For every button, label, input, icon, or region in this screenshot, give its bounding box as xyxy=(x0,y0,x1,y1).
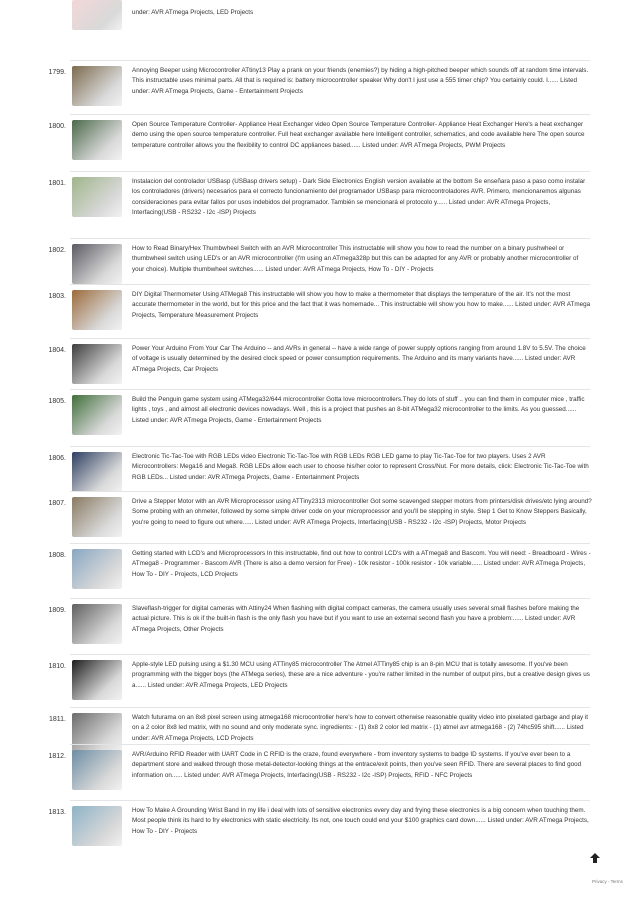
heat-exchanger-thumb[interactable] xyxy=(72,120,122,160)
item-description[interactable]: Build the Penguin game system using ATMega32/644 microcontroller Gotta love microcontrollers.They do lots of stuff .. you can find them in computer mice , traffic lights , toys , and almost all electronic devices nowadays. Well , this is a project that pushes an 8-bit ATMega32 microcontroller to the limits. As you guessed...... Listed under: AVR ATmega Projects, Game - Entertainment Projects xyxy=(132,396,585,424)
row-divider xyxy=(70,338,590,339)
wrist-band-thumb[interactable] xyxy=(72,806,122,846)
lcd-board-thumb[interactable] xyxy=(72,549,122,589)
row-divider xyxy=(70,800,590,801)
thumbwheel-switch-thumb[interactable] xyxy=(72,244,122,284)
attiny-chip-thumb[interactable] xyxy=(72,660,122,700)
scroll-to-top-icon[interactable] xyxy=(590,853,600,863)
item-number: 1808. xyxy=(48,552,66,559)
row-divider xyxy=(70,707,590,708)
item-description[interactable]: Power Your Arduino From Your Car The Arduino -- and AVRs in general -- have a wide range of power supply options ranging from around 1.8V to 5.5V. The choice of voltage is usually determined by the desired clock speed or power consumption requirements. The Arduino and its many variants have...... Listed under: AVR ATmega Projects, Car Projects xyxy=(132,345,586,373)
lcd-game-thumb[interactable] xyxy=(72,395,122,435)
item-number: 1799. xyxy=(48,69,66,76)
item-number: 1806. xyxy=(48,455,66,462)
item-description[interactable]: Drive a Stepper Motor with an AVR Microprocessor using ATTiny2313 microcontroller Got some scavenged stepper motors from printers/disk drives/etc lying around? Some probing with an ohmeter, followed by some simple driver code on your microprocessor and you'll be stepping in style. Step 1 Get to Know Steppers Basically, you're going to need to figure out where...... Listed under: AVR ATmega Projects, Interfacing(USB - RS232 - I2c -ISP) Projects, Motor Projects xyxy=(132,498,592,526)
item-number: 1807. xyxy=(48,500,66,507)
item-description[interactable]: How to Read Binary/Hex Thumbwheel Switch with an AVR Microcontroller This instructable will show you how to read the number on a binary pushwheel or thumbwheel switch using LED's or an AVR microcontroller (I'm using an ATmega328p but this can be adapted for any AVR or probably another microcontroller of your choice). Multiple thumbwheel switches...... Listed under: AVR ATmega Projects, How To - DIY - Projects xyxy=(132,245,579,273)
item-number: 1811. xyxy=(49,716,66,723)
item-description[interactable]: Instalacion del controlador USBasp (USBasp drivers setup) - Dark Side Electronics English version available at the bottom Se enseñara paso a paso como instalar los controladores (drivers) necesarios para el correcto funcionamiento del programador USBasp para microcontroladores AVR. Primero, mencionaremos algunas consideraciones para evitar fallos por usos indebidos del programador. También se mencionará el protocolo y...... Listed under: AVR ATmega Projects, Interfacing(USB - RS232 - I2c -ISP) Projects xyxy=(132,178,586,216)
item-description[interactable]: Getting started with LCD's and Microprocessors In this instructable, find out how to control LCD's with a ATmega8 and Bascom. You will need: - Breadboard - Wires - ATmega8 - Programmer - Bascom AVR (There is also a demo version for Free) - 10k resistor - 100k resistor - 10k variable...... Listed under: AVR ATmega Projects, How To - DIY - Projects, LCD Projects xyxy=(132,550,591,578)
row-divider xyxy=(70,389,590,390)
row-divider xyxy=(70,60,590,61)
beeper-board-thumb[interactable] xyxy=(72,66,122,106)
item-description[interactable]: under: AVR ATmega Projects, LED Projects xyxy=(132,9,254,16)
item-description[interactable]: Electronic Tic-Tac-Toe with RGB LEDs video Electronic Tic-Tac-Toe with RGB LEDs RGB LED game to play Tic-Tac-Toe for two players. Uses 2 AVR Microcontrollers: Mega16 and Mega8. RGB LEDs allow each user to choose his/her color to represent Cross/Nut. For more details, click: Electronic Tic-Tac-Toe with RGB LEDs... Listed under: AVR ATmega Projects, Game - Entertainment Projects xyxy=(132,453,589,481)
item-description[interactable]: How To Make A Grounding Wrist Band In my life i deal with lots of sensitive electronics every day and frying these electronics is a big concern when touching them. Most people think its hard to fry electronics with static electricity. Its not, one touch could end your $100 graphics card down...... Listed under: AVR ATmega Projects, How To - DIY - Projects xyxy=(132,807,589,835)
item-description[interactable]: Slaveflash-trigger for digital cameras with Attiny24 When flashing with digital compact cameras, the camera usually uses several small flashes before making the actual picture. This is ok if the built-in flash is the only flash you have but if you want to use an external second flash you have a problem:...... Listed under: AVR ATmega Projects, Other Projects xyxy=(132,605,580,633)
item-number: 1810. xyxy=(48,663,66,670)
item-number: 1804. xyxy=(48,347,66,354)
footer-links[interactable]: Privacy - Terms xyxy=(592,879,623,884)
row-divider xyxy=(70,543,590,544)
row-divider xyxy=(70,598,590,599)
item-description[interactable]: Apple-style LED pulsing using a $1.30 MCU using ATTiny85 microcontroller The Atmel ATTiny85 chip is an 8-pin MCU that is totally awesome. If you've been programming with the bigger boys (the ATMega series), these are a nice adventure - you're rather limited in the number of output pins, but a creative design gives us a...... Listed under: AVR ATmega Projects, LED Projects xyxy=(132,661,590,689)
slave-flash-thumb[interactable] xyxy=(72,604,122,644)
item-number: 1813. xyxy=(48,809,66,816)
item-description[interactable]: Watch futurama on an 8x8 pixel screen using atmega168 microcontroller here's how to convert otherwise reasonable quality video into pixelated garbage and play it on a 2 color 8x8 led matrix, with no sound and only moderate sync. ingredients: - (1) 8x8 2 color led matrix - (1) atmel avr atmega168 - (2) 74hc595 shift...... Listed under: AVR ATmega Projects, LCD Projects xyxy=(132,714,589,742)
row-divider xyxy=(70,238,590,239)
car-power-thumb[interactable] xyxy=(72,344,122,384)
row-divider xyxy=(70,446,590,447)
row-divider xyxy=(70,744,590,745)
stepper-motor-thumb[interactable] xyxy=(72,497,122,537)
tic-tac-toe-thumb[interactable] xyxy=(72,452,122,492)
led-matrix-thumb[interactable] xyxy=(72,713,122,753)
row-divider xyxy=(70,654,590,655)
item-number: 1809. xyxy=(48,607,66,614)
item-number: 1802. xyxy=(48,247,66,254)
item-description[interactable]: Open Source Temperature Controller- Appliance Heat Exchanger video Open Source Temperature Controller- Appliance Heat Exchanger Here's a heat exchanger demo using the open source temperature controller. Full heat exchanger available here Intelligent controller, schematics, and code available here The open source temperature controller allows you the flexibility to control DC appliances based...... Listed under: AVR ATmega Projects, PWM Projects xyxy=(132,121,585,149)
row-divider xyxy=(70,114,590,115)
usbasp-thumb[interactable] xyxy=(72,177,122,217)
item-number: 1812. xyxy=(48,753,66,760)
item-number: 1803. xyxy=(48,293,66,300)
item-description[interactable]: DIY Digital Thermometer Using ATMega8 This instructable will show you how to make a thermometer that displays the temperature of the air. It's not the most accurate thermometer in the world, but for this price and the fact that it was homemade... This instructable will show you how to make...... Listed under: AVR ATmega Projects, Temperature Measurement Projects xyxy=(132,291,591,319)
item-description[interactable]: AVR/Arduino RFID Reader with UART Code in C RFID is the craze, found everywhere - from inventory systems to badge ID systems. If you've ever been to a department store and walked through those metal-detector-looking things at the entrace/exit points, then you've seen RFID. There are several places to find good information on...... Listed under: AVR ATmega Projects, Interfacing(USB - RS232 - I2c -ISP) Projects, RFID - NFC Projects xyxy=(132,751,582,779)
rfid-reader-thumb[interactable] xyxy=(72,750,122,790)
item-number: 1801. xyxy=(48,180,66,187)
row-divider xyxy=(70,284,590,285)
thermometer-thumb[interactable] xyxy=(72,290,122,330)
row-divider xyxy=(70,171,590,172)
item-description[interactable]: Annoying Beeper using Microcontroller ATtiny13 Play a prank on your friends (enemies?) by hiding a high-pitched beeper which sounds off at random time intervals. This instructable uses minimal parts. All that is required is: battery microcontroller speaker Why don't I just use a 555 timer chip? You certainly could. I...... Listed under: AVR ATmega Projects, Game - Entertainment Projects xyxy=(132,67,589,95)
item-number: 1800. xyxy=(48,123,66,130)
red-leds-thumb[interactable] xyxy=(72,0,122,30)
item-number: 1805. xyxy=(48,398,66,405)
row-divider xyxy=(70,491,590,492)
